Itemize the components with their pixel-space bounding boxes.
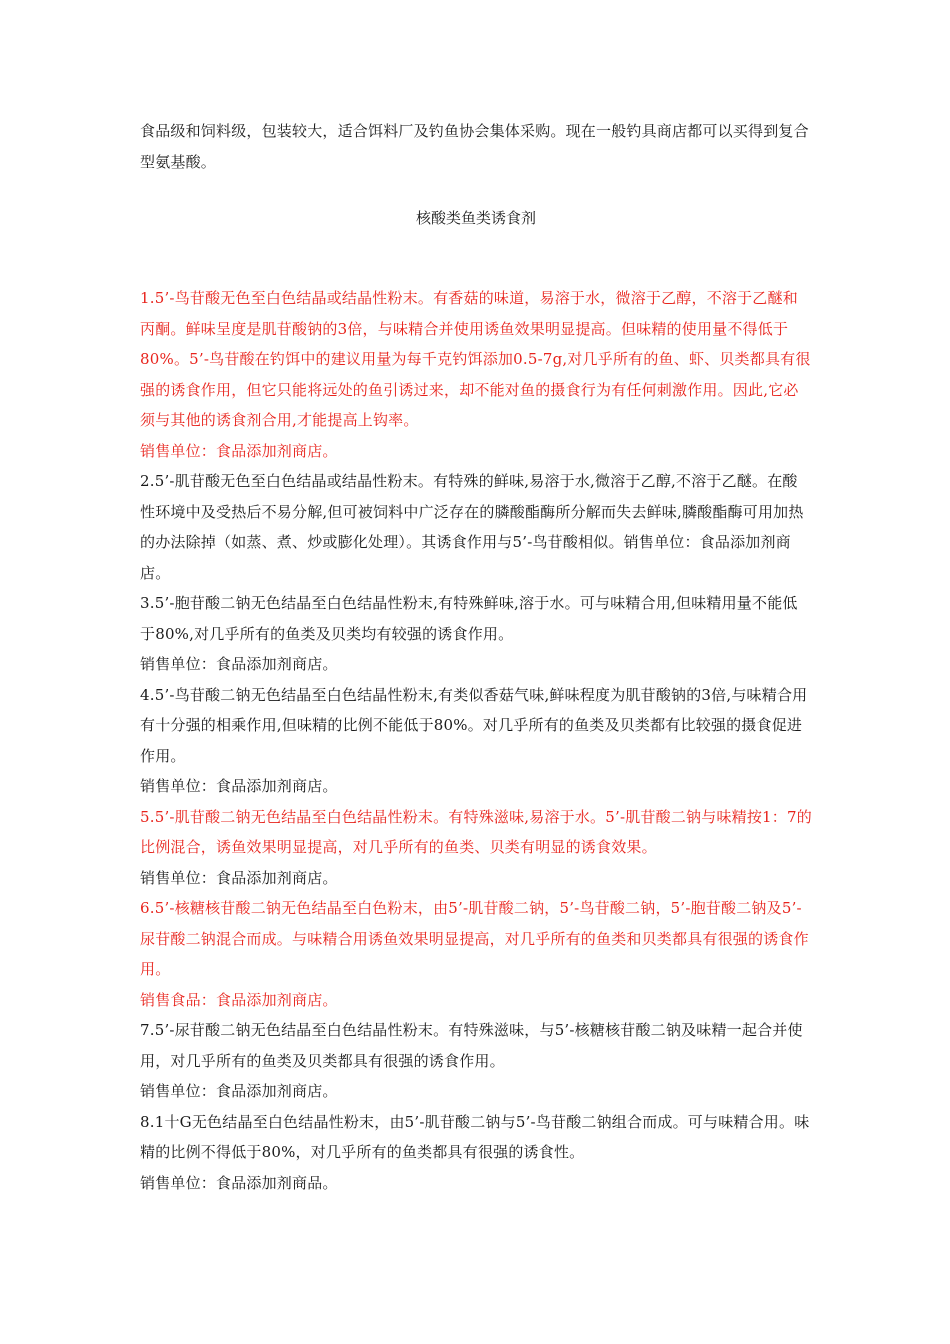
item-4-seller: 销售单位：食品添加剂商店。 bbox=[140, 777, 338, 795]
intro-paragraph: 食品级和饲料级，包装较大，适合饵料厂及钓鱼协会集体采购。现在一般钓具商店都可以买得到复合型氨基酸。 bbox=[140, 122, 809, 171]
item-8-text: 8.1十G无色结晶至白色结晶性粉末，由5’-肌苷酸二钠与5’-鸟苷酸二钠组合而成。可与味精合用。味精的比例不得低于80%，对几乎所有的鱼类都具有很强的诱食性。 bbox=[140, 1112, 810, 1161]
item-8-seller: 销售单位：食品添加剂商品。 bbox=[140, 1173, 338, 1192]
document-page bbox=[140, 116, 812, 1198]
item-5-seller: 销售单位：食品添加剂商店。 bbox=[140, 868, 338, 887]
item-3-seller: 销售单位：食品添加剂商店。 bbox=[140, 655, 338, 673]
item-2-text: 2.5’-肌苷酸无色至白色结晶或结晶性粉末。有特殊的鲜味,易溶于水,微溶于乙醇,不溶于乙醚。在酸性环境中及受热后不易分解,但可被饲料中广泛存在的膦酸酯酶所分解而失去鲜味,膦酸酯酶可用加热的办法除掉（如蒸、煮、炒或膨化处理）。其诱食作用与5’-鸟苷酸相似。销售单位：食品添加剂商店。 bbox=[140, 472, 804, 582]
item-1-text: 1.5’-鸟苷酸无色至白色结晶或结晶性粉末。有香菇的味道，易溶于水，微溶于乙醇，不溶于乙醚和丙酮。鲜味呈度是肌苷酸钠的3倍，与味精合并使用诱鱼效果明显提高。但味精的使用量不得低于80%。5’-鸟苷酸在钓饵中的建议用量为每千克钓饵添加0.5-7g,对几乎所有的鱼、虾、贝类都具有很强的诱食作用，但它只能将远处的鱼引诱过来，却不能对鱼的摄食行为有任何刺激作用。因此,它必须与其他的诱食剂合用,才能提高上钩率。 bbox=[140, 289, 811, 429]
item-1-seller: 销售单位：食品添加剂商店。 bbox=[140, 441, 338, 460]
item-5-text: 5.5’-肌苷酸二钠无色结晶至白色结晶性粉末。有特殊滋味,易溶于水。5’-肌苷酸二钠与味精按1：7的比例混合，诱鱼效果明显提高，对几乎所有的鱼类、贝类有明显的诱食效果。 bbox=[140, 807, 812, 856]
item-3-text: 3.5’-胞苷酸二钠无色结晶至白色结晶性粉末,有特殊鲜味,溶于水。可与味精合用,但味精用量不能低于80%,对几乎所有的鱼类及贝类均有较强的诱食作用。 bbox=[140, 594, 798, 643]
item-6-text: 6.5’-核糖核苷酸二钠无色结晶至白色粉末，由5’-肌苷酸二钠，5’-鸟苷酸二钠，5’-胞苷酸二钠及5’-尿苷酸二钠混合而成。与味精合用诱鱼效果明显提高，对几乎所有的鱼类和贝类都具有很强的诱食作用。 bbox=[140, 899, 809, 978]
item-4-text: 4.5’-鸟苷酸二钠无色结晶至白色结晶性粉末,有类似香菇气味,鲜味程度为肌苷酸钠的3倍,与味精合用有十分强的相乘作用,但味精的比例不能低于80%。对几乎所有的鱼类及贝类都有比较强的摄食促进作用。 bbox=[140, 685, 808, 765]
item-7-text: 7.5’-尿苷酸二钠无色结晶至白色结晶性粉末。有特殊滋味，与5’-核糖核苷酸二钠及味精一起合并使用，对几乎所有的鱼类及贝类都具有很强的诱食作用。 bbox=[140, 1021, 803, 1070]
item-7-seller: 销售单位：食品添加剂商店。 bbox=[140, 1082, 338, 1100]
item-6-seller: 销售食品：食品添加剂商店。 bbox=[140, 990, 338, 1009]
section-heading: 核酸类鱼类诱食剂 bbox=[415, 209, 536, 227]
